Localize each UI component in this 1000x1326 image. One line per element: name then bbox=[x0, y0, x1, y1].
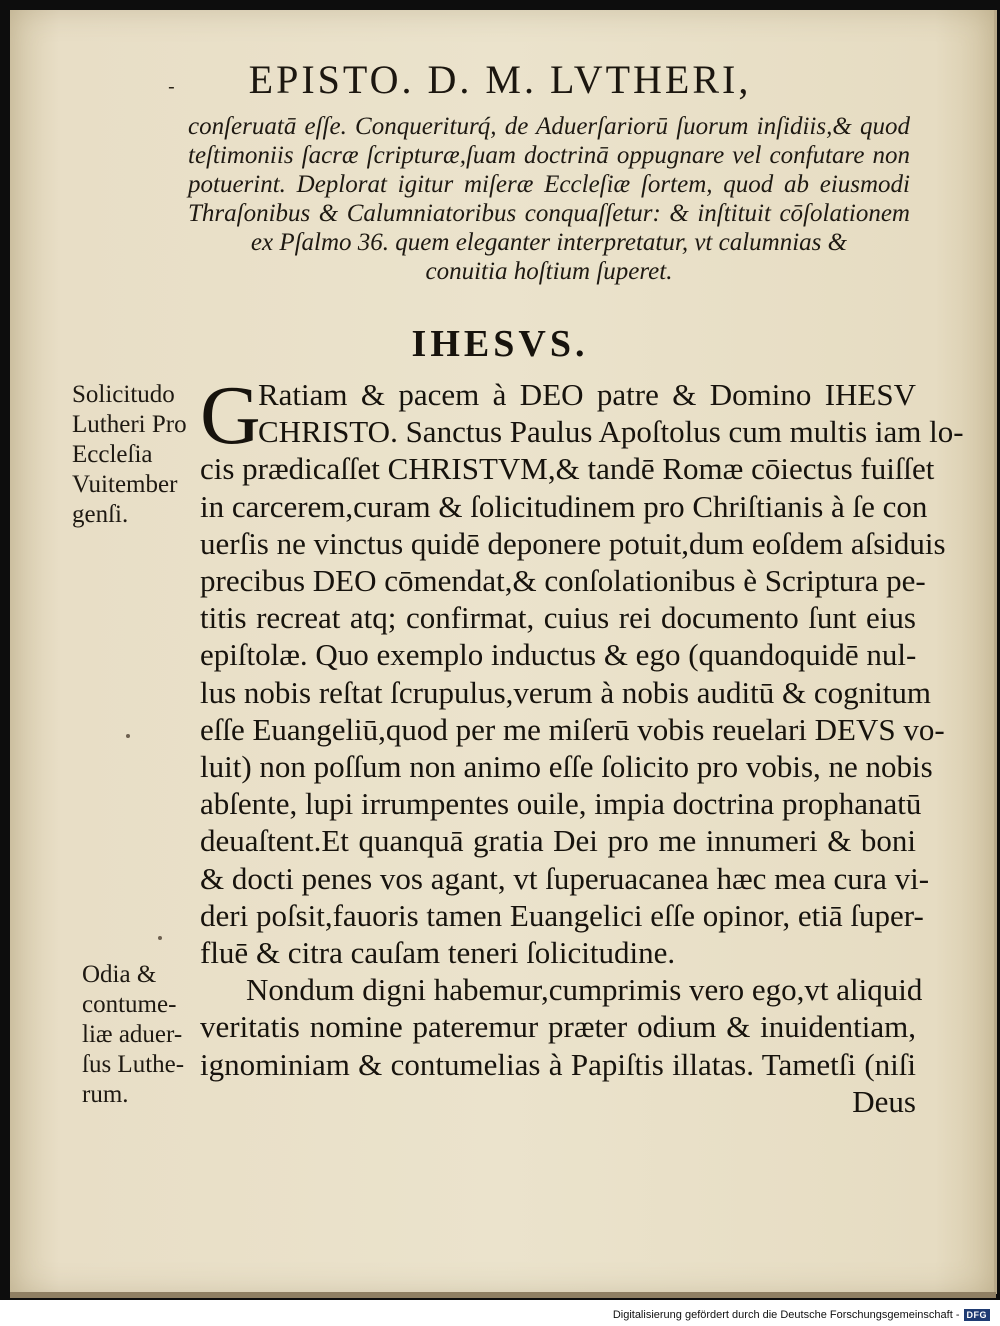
body-line: Ratiam & pacem à DEO patre & Domino IHESV bbox=[258, 377, 916, 412]
dfg-logo: DFG bbox=[964, 1309, 991, 1321]
margin-note-line: rum. bbox=[82, 1081, 129, 1108]
body-line: lus nobis reſtat ſcrupulus,verum à nobis auditū & cognitum bbox=[200, 674, 931, 710]
running-head: EPISTO. D. M. LVTHERI, bbox=[248, 57, 752, 102]
margin-note-line: genſi. bbox=[72, 501, 129, 528]
body-line: uerſis ne vinctus quidē deponere potuit,dum eoſdem aſsiduis bbox=[200, 525, 946, 561]
body-line: abſente, lupi irrumpentes ouile, impia doctrina prophanatū bbox=[200, 786, 922, 822]
ink-speck bbox=[126, 734, 130, 738]
body-line: epiſtolæ. Quo exemplo inductus & ego (quandoquidē nul- bbox=[200, 637, 917, 673]
body-line: & docti penes vos agant, vt ſuperuacanea hæc mea cura vi- bbox=[200, 860, 930, 896]
body-line: cis prædicaſſet CHRISTVM,& tandē Romæ cōiectus fuiſſet bbox=[200, 451, 935, 487]
body-line: titis recreat atq; confirmat, cuius rei documento ſunt eius bbox=[200, 600, 916, 636]
summary-line: teſtimoniis ſacræ ſcripturæ,ſuam doctrinā oppugnare vel confutare non bbox=[188, 142, 910, 169]
margin-note-line: Odia & bbox=[82, 961, 157, 988]
margin-note-line: Eccleſia bbox=[72, 441, 153, 468]
body-line: ignominiam & contumelias à Papiſtis illatas. Tametſi (niſi bbox=[200, 1046, 916, 1082]
body-line: in carcerem,curam & ſolicitudinem pro Chriſtianis à ſe con bbox=[200, 488, 928, 524]
body-line: luit) non poſſum non animo eſſe ſolicito pro vobis, ne nobis bbox=[200, 749, 933, 785]
summary-line: Thraſonibus & Calumniatoribus conquaſſetur: & inſtituit cōſolationem bbox=[188, 200, 910, 227]
ink-speck bbox=[158, 936, 162, 940]
body-line: fluē & citra cauſam teneri ſolicitudine. bbox=[200, 935, 676, 971]
margin-note-odia bbox=[82, 960, 210, 1110]
body-line: Nondum digni habemur,cumprimis vero ego,vt aliquid bbox=[246, 972, 923, 1008]
chapter-summary bbox=[188, 112, 910, 286]
body-line: CHRISTO. Sanctus Paulus Apoſtolus cum multis iam lo- bbox=[258, 414, 964, 450]
body-line: precibus DEO cōmendat,& conſolationibus è Scriptura pe- bbox=[200, 563, 926, 599]
body-line: veritatis nomine pateremur præter odium & inuidentiam, bbox=[200, 1009, 916, 1045]
summary-line: conſeruatā eſſe. Conqueriturq́, de Aduerſariorū ſuorum inſidiis,& quod bbox=[188, 113, 910, 140]
summary-line: conuitia hoſtium ſuperet. bbox=[425, 258, 673, 285]
drop-cap: G bbox=[200, 369, 261, 462]
summary-line: ex Pſalmo 36. quem eleganter interpretatur, vt calumnias & bbox=[250, 229, 848, 256]
margin-note-line: Vuitember bbox=[72, 471, 178, 498]
summary-line: potuerint. Deplorat igitur miſeræ Eccleſiæ ſortem, quod ab eiusmodi bbox=[188, 171, 910, 198]
catchword: Deus bbox=[852, 1083, 916, 1119]
margin-note-solicitudo bbox=[72, 380, 200, 530]
funding-footer bbox=[609, 1306, 994, 1324]
margin-note-line: liæ aduer- bbox=[82, 1021, 183, 1048]
body-line: eſſe Euangeliū,quod per me miſerū vobis reuelari DEVS vo- bbox=[200, 711, 945, 747]
body-line: deuaſtent.Et quanquā gratia Dei pro me innumeri & boni bbox=[200, 823, 916, 859]
section-title: IHESVS. bbox=[411, 323, 589, 365]
head-mark: - bbox=[168, 74, 175, 98]
margin-note-line: Lutheri Pro bbox=[72, 411, 187, 438]
footer-text: Digitalisierung gefördert durch die Deutsche Forschungsgemeinschaft - bbox=[612, 1309, 960, 1321]
margin-note-line: contume- bbox=[82, 991, 177, 1018]
margin-note-line: ſus Luthe- bbox=[82, 1051, 185, 1078]
body-line: deri poſsit,fauoris tamen Euangelici eſſe opinor, etiā ſuper- bbox=[200, 897, 924, 933]
margin-note-line: Solicitudo bbox=[72, 381, 175, 408]
page-edge bbox=[10, 1292, 996, 1298]
body-text bbox=[200, 369, 964, 1120]
